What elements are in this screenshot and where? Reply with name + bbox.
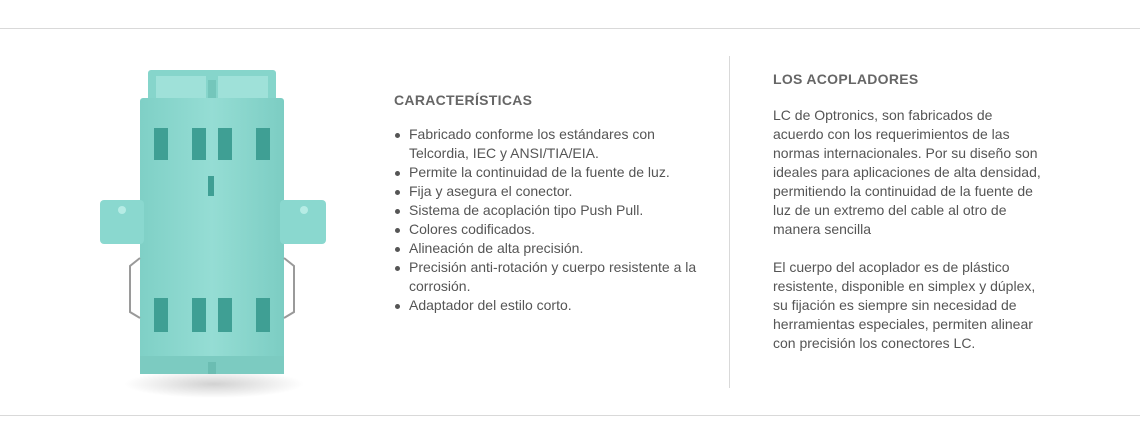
about-paragraph: El cuerpo del acoplador es de plástico resistente, disponible en simplex y dúplex, su fijación es siempre sin necesidad de herramientas especiales, permiten alinear con precisión los conectores LC. <box>773 259 1036 351</box>
about-section <box>773 71 1043 353</box>
feature-item: Permite la continuidad de la fuente de luz. <box>394 163 704 182</box>
features-title: CARACTERÍSTICAS <box>394 92 533 108</box>
about-paragraph: LC de Optronics, son fabricados de acuerdo con los requerimientos de las normas internacionales. Por su diseño son ideales para aplicaciones de alta densidad, permitiendo la continuidad de la fuente de luz de un extremo del cable al otro de manera sencilla <box>773 107 1041 237</box>
feature-item: Adaptador del estilo corto. <box>394 296 704 315</box>
features-list <box>394 125 704 315</box>
feature-item: Alineación de alta precisión. <box>394 239 704 258</box>
bottom-rule <box>0 415 1140 416</box>
features-section <box>394 92 704 315</box>
feature-item: Precisión anti-rotación y cuerpo resistente a la corrosión. <box>394 258 704 296</box>
about-title: LOS ACOPLADORES <box>773 71 919 87</box>
feature-item: Sistema de acoplación tipo Push Pull. <box>394 201 704 220</box>
column-divider <box>729 56 730 388</box>
top-rule <box>0 28 1140 29</box>
feature-item: Colores codificados. <box>394 220 704 239</box>
lc-duplex-adapter-image <box>96 66 330 406</box>
feature-item: Fabricado conforme los estándares con Telcordia, IEC y ANSI/TIA/EIA. <box>394 125 704 163</box>
feature-item: Fija y asegura el conector. <box>394 182 704 201</box>
